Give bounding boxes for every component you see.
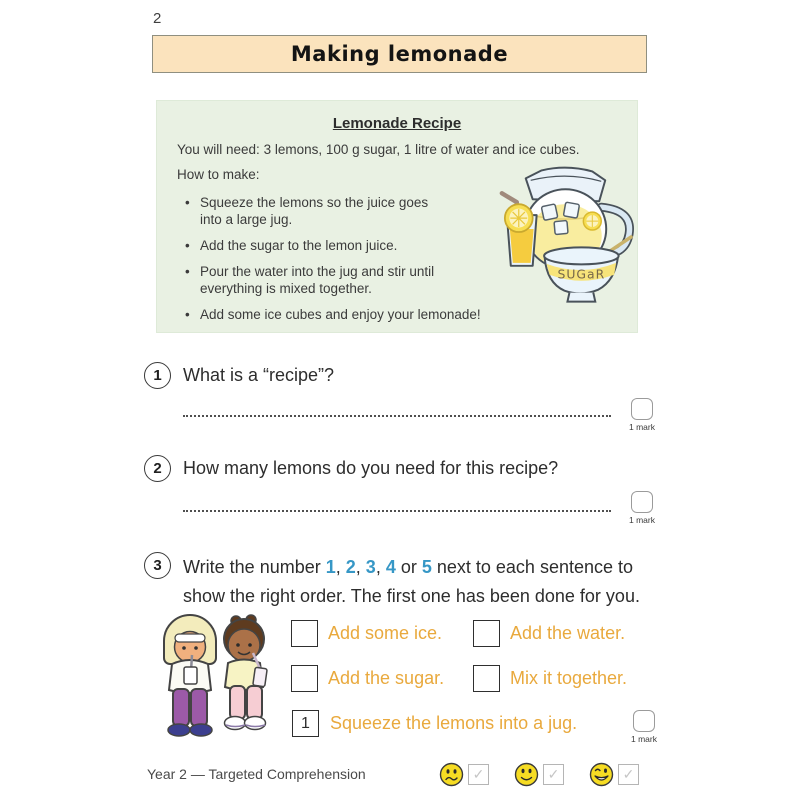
order-number-2: 2: [345, 557, 356, 577]
recipe-how-to-make-label: How to make:: [177, 167, 260, 182]
bullet-icon: •: [185, 238, 190, 253]
step-line: everything is mixed together.: [200, 281, 372, 296]
question-2-mark-label: 1 mark: [629, 515, 655, 525]
question-1-mark-box[interactable]: [631, 398, 653, 420]
question-3-mark-label: 1 mark: [631, 734, 657, 744]
bullet-icon: •: [185, 264, 190, 279]
step-line: Pour the water into the jug and stir until: [200, 264, 435, 279]
happy-smiley-checkbox[interactable]: ✓: [618, 764, 639, 785]
children-drinking-illustration: [158, 611, 280, 751]
recipe-steps-list: [185, 194, 485, 332]
recipe-step: [185, 237, 485, 254]
question-3-text: Write the number 1, 2, 3, 4 or 5 next to each sentence to show the right order. The first one has been done for you.: [183, 557, 640, 606]
order-number-4: 4: [385, 557, 396, 577]
question-1-answer-line[interactable]: [183, 414, 611, 417]
question-3-mark-box[interactable]: [633, 710, 655, 732]
recipe-title: Lemonade Recipe: [332, 115, 462, 132]
option-label-add-the-sugar: Add the sugar.: [328, 668, 445, 688]
order-box-add-the-water[interactable]: [473, 620, 500, 647]
option-label-add-some-ice: Add some ice.: [328, 623, 443, 643]
recipe-card: [156, 100, 638, 333]
recipe-step: [185, 263, 485, 297]
happy-smiley-icon: [589, 762, 614, 787]
okay-smiley-icon: [514, 762, 539, 787]
question-1-number-badge: 1: [144, 362, 171, 389]
page-title: Making lemonade: [290, 42, 509, 66]
order-box-squeeze-the-lemons[interactable]: 1: [292, 710, 319, 737]
order-box-add-the-sugar[interactable]: [291, 665, 318, 692]
order-number-1: 1: [325, 557, 336, 577]
page-number: 2: [153, 10, 162, 27]
step-line: Squeeze the lemons so the juice goes: [200, 195, 429, 210]
order-box-add-some-ice[interactable]: [291, 620, 318, 647]
bullet-icon: •: [185, 307, 190, 322]
option-label-add-the-water: Add the water.: [510, 623, 626, 643]
question-2-mark: [622, 491, 662, 525]
question-3-number-badge: 3: [144, 552, 171, 579]
question-1-text: What is a “recipe”?: [183, 365, 335, 385]
order-box-mix-it-together[interactable]: [473, 665, 500, 692]
question-2-text: How many lemons do you need for this recipe?: [183, 458, 559, 478]
question-1-mark-label: 1 mark: [629, 422, 655, 432]
step-line: Add the sugar to the lemon juice.: [200, 238, 398, 253]
option-label-mix-it-together: Mix it together.: [510, 668, 628, 688]
question-3-mark: [624, 710, 664, 744]
sad-smiley-icon: [439, 762, 464, 787]
recipe-step: [185, 306, 485, 323]
sad-smiley-checkbox[interactable]: ✓: [468, 764, 489, 785]
okay-smiley-checkbox[interactable]: ✓: [543, 764, 564, 785]
order-number-5: 5: [421, 557, 432, 577]
question-1-mark: [622, 398, 662, 432]
recipe-step: [185, 194, 485, 228]
order-number-3: 3: [365, 557, 376, 577]
title-banner: [152, 35, 647, 73]
lemonade-jug-illustration: [481, 163, 640, 309]
recipe-ingredients-line: You will need: 3 lemons, 100 g sugar, 1 litre of water and ice cubes.: [177, 142, 580, 157]
step-line: into a large jug.: [200, 212, 293, 227]
option-label-squeeze-the-lemons: Squeeze the lemons into a jug.: [330, 713, 578, 733]
question-2-number-badge: 2: [144, 455, 171, 482]
question-2-mark-box[interactable]: [631, 491, 653, 513]
bullet-icon: •: [185, 195, 190, 210]
step-line: Add some ice cubes and enjoy your lemonade!: [200, 307, 481, 322]
sugar-bowl-label: SUGaR: [557, 266, 606, 282]
question-2-answer-line[interactable]: [183, 509, 611, 512]
footer-series-title: Year 2 — Targeted Comprehension: [147, 766, 366, 782]
